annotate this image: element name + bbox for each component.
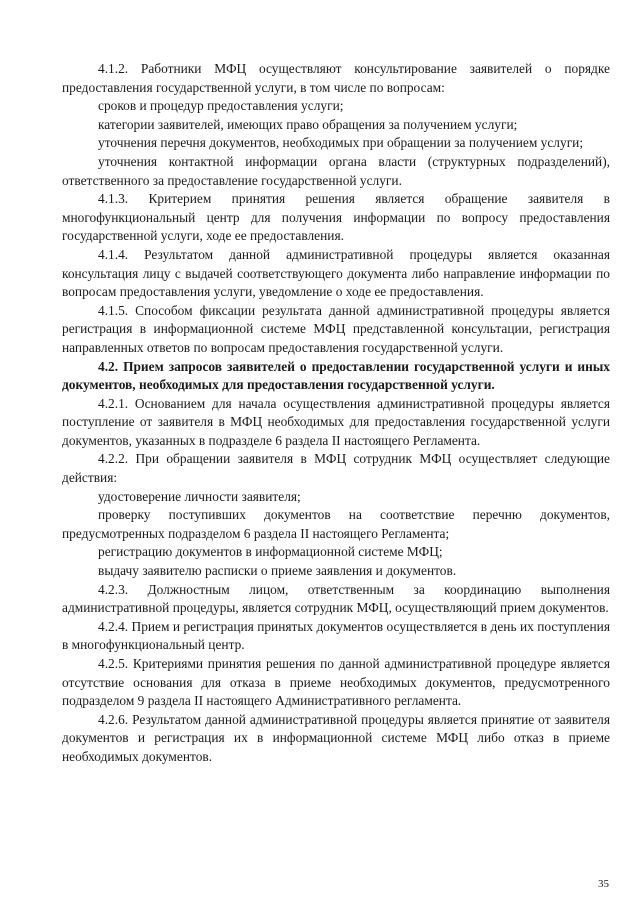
list-item: проверку поступивших документов на соответствие перечню документов, предусмотренных подразделом 6 раздела II настоящего Регламента; xyxy=(62,507,610,541)
list-item: выдачу заявителю расписки о приеме заявления и документов. xyxy=(98,563,457,579)
paragraph-4-2-2: 4.2.2. При обращении заявителя в МФЦ сотрудник МФЦ осуществляет следующие действия: xyxy=(62,451,610,486)
list-item: уточнения перечня документов, необходимых при обращении за получением услуги; xyxy=(98,135,584,151)
section-heading-4-2: 4.2. Прием запросов заявителей о предоставлении государственной услуги и иных документов, необходимых для предоставления государственной услуги. xyxy=(62,358,610,393)
list-item: категории заявителей, имеющих право обращения за получением услуги; xyxy=(98,116,518,132)
list-item: уточнения контактной информации органа власти (структурных подразделений), ответственного за предоставление государственной услуги. xyxy=(62,153,610,188)
paragraph-4-1-3: 4.1.3. Критерием принятия решения является обращение заявителя в многофункциональный центр для получения информации по вопросу предоставления государственной услуги, ходе ее предоставления. xyxy=(62,191,610,244)
list-item: удостоверение личности заявителя; xyxy=(98,488,301,504)
list-item: сроков и процедур предоставления услуги; xyxy=(98,98,344,114)
paragraph-4-1-4: 4.1.4. Результатом данной административной процедуры является оказанная консультация лицу с выдачей соответствующего документа либо направление информации по вопросам предоставления услуги, уведомление о ходе ее предоставления. xyxy=(62,246,610,300)
page-number: 35 xyxy=(598,878,609,890)
document-body xyxy=(62,60,610,767)
paragraph-4-2-6: 4.2.6. Результатом данной административной процедуры является принятие от заявителя документов и регистрация их в информационной системе МФЦ либо отказ в приеме необходимых документов. xyxy=(62,711,610,764)
paragraph-4-2-1: 4.2.1. Основанием для начала осуществления административной процедуры является поступление от заявителя в МФЦ необходимых для предоставления государственной услуги документов, указанных в подразделе 6 раздела II настоящего Регламента. xyxy=(62,395,610,448)
paragraph-4-2-5: 4.2.5. Критериями принятия решения по данной административной процедуре является отсутствие основания для отказа в приеме необходимых документов, предусмотренного подразделом 9 раздела II настоящего Административного регламента. xyxy=(62,656,610,709)
paragraph-4-2-3: 4.2.3. Должностным лицом, ответственным за координацию выполнения административной процедуры, является сотрудник МФЦ, осуществляющий прием документов. xyxy=(62,581,610,616)
paragraph-4-1-2: 4.1.2. Работники МФЦ осуществляют консультирование заявителей о порядке предоставления государственной услуги, в том числе по вопросам: xyxy=(62,61,610,95)
paragraph-4-1-5: 4.1.5. Способом фиксации результата данной административной процедуры является регистрация в информационной системе МФЦ представленной консультации, регистрация направленных ответов по вопросам предоставления государственной услуги. xyxy=(62,302,610,355)
list-item: регистрацию документов в информационной системе МФЦ; xyxy=(98,544,443,560)
paragraph-4-2-4: 4.2.4. Прием и регистрация принятых документов осуществляется в день их поступления в многофункциональный центр. xyxy=(62,618,610,653)
